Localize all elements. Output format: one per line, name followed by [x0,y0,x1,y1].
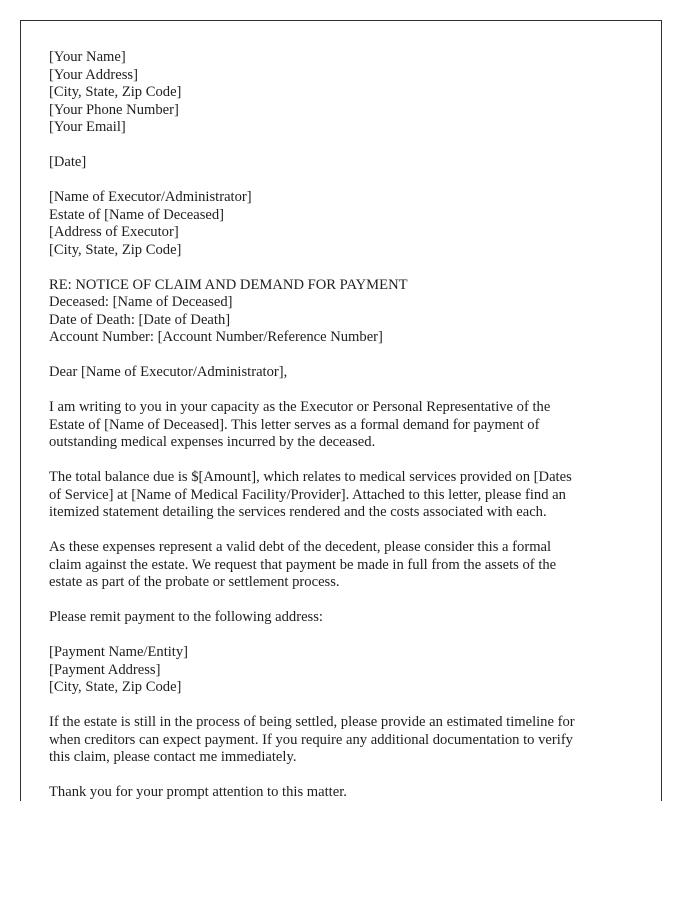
remit-intro-line: Please remit payment to the following address: [49,609,323,625]
paragraph-4-line: If the estate is still in the process of being settled, please provide an estimated timeline for [49,714,575,730]
paragraph-1-line: I am writing to you in your capacity as the Executor or Personal Representative of the [49,399,551,415]
paragraph-1-line: Estate of [Name of Deceased]. This letter serves as a formal demand for payment of [49,416,540,433]
paragraph-3 [49,539,649,592]
paragraph-1-line: outstanding medical expenses incurred by the deceased. [49,434,376,450]
recipient-estate-line: Estate of [Name of Deceased] [49,206,225,223]
subject-re-line: RE: NOTICE OF CLAIM AND DEMAND FOR PAYMENT [49,276,408,293]
payment-entity-line: [Payment Name/Entity] [49,644,189,660]
paragraph-2 [49,469,649,522]
recipient-city-state-zip-line: [City, State, Zip Code] [49,241,182,258]
salutation-line: Dear [Name of Executor/Administrator], [49,364,288,380]
sender-city-state-zip-line: [City, State, Zip Code] [49,84,182,100]
paragraph-4-line: when creditors can expect payment. If you require any additional documentation to verify [49,731,573,748]
payment-address-block [49,644,649,697]
closing-block [49,784,649,802]
sender-block [49,49,649,137]
subject-date-of-death-line: Date of Death: [Date of Death] [49,311,231,328]
subject-account-number-line: Account Number: [Account Number/Reference Number] [49,329,383,345]
paragraph-2-line: of Service] at [Name of Medical Facility/Provider]. Attached to this letter, please find an [49,486,566,503]
paragraph-4-line: this claim, please contact me immediately. [49,749,297,765]
sender-phone-line: [Your Phone Number] [49,101,179,118]
paragraph-3-line: claim against the estate. We request that payment be made in full from the assets of the [49,556,557,573]
letter-page [20,20,662,801]
paragraph-3-line: estate as part of the probate or settlement process. [49,574,340,590]
recipient-executor-line: [Name of Executor/Administrator] [49,189,252,205]
date-block [49,154,649,172]
closing-line: Thank you for your prompt attention to this matter. [49,784,347,800]
sender-address-line: [Your Address] [49,66,138,83]
paragraph-1 [49,399,649,452]
paragraph-2-line: itemized statement detailing the services rendered and the costs associated with each. [49,504,547,520]
payment-address-line: [Payment Address] [49,661,161,678]
subject-block [49,277,649,347]
payment-city-state-zip-line: [City, State, Zip Code] [49,679,182,695]
paragraph-2-line: The total balance due is $[Amount], which relates to medical services provided on [Dates [49,469,572,485]
salutation-block [49,364,649,382]
subject-deceased-line: Deceased: [Name of Deceased] [49,294,233,310]
recipient-address-line: [Address of Executor] [49,224,179,240]
letter-body [21,21,661,802]
paragraph-3-line: As these expenses represent a valid debt of the decedent, please consider this a formal [49,539,552,555]
sender-email-line: [Your Email] [49,119,126,135]
recipient-block [49,189,649,259]
date-line: [Date] [49,154,87,170]
paragraph-4 [49,714,649,767]
remit-intro-block [49,609,649,627]
sender-name-line: [Your Name] [49,49,126,65]
